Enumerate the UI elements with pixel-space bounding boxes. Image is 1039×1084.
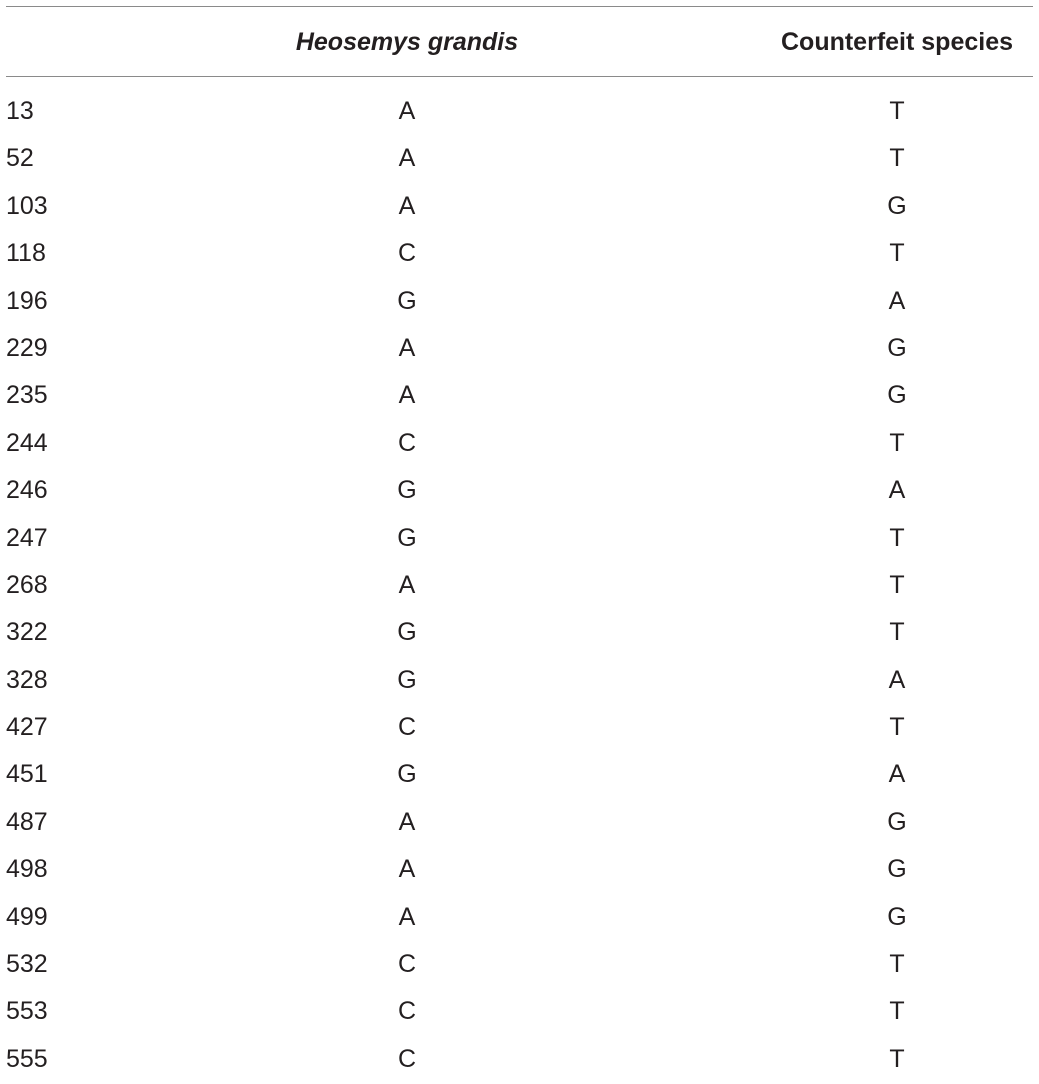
heosemys-grandis-cell bbox=[398, 705, 416, 752]
heosemys-grandis-cell-text: C bbox=[397, 1044, 417, 1073]
position-cell bbox=[6, 1037, 48, 1084]
heosemys-grandis-cell-text: A bbox=[398, 144, 416, 173]
table-row bbox=[0, 1037, 1039, 1084]
heosemys-grandis-cell bbox=[398, 231, 416, 278]
position-cell-text: 246 bbox=[6, 476, 48, 505]
position-cell bbox=[6, 847, 48, 894]
table-row bbox=[0, 752, 1039, 799]
counterfeit-species-cell bbox=[889, 231, 904, 278]
counterfeit-species-cell-text: G bbox=[887, 191, 907, 220]
position-cell bbox=[6, 563, 48, 610]
heosemys-grandis-cell-text: C bbox=[397, 428, 417, 457]
heosemys-grandis-cell bbox=[397, 658, 416, 705]
counterfeit-species-cell bbox=[889, 610, 904, 657]
table-row bbox=[0, 89, 1039, 136]
counterfeit-species-cell-text: A bbox=[888, 665, 906, 694]
counterfeit-species-cell bbox=[889, 752, 906, 799]
counterfeit-species-cell-text: T bbox=[889, 428, 905, 457]
header-heosemys-grandis: Heosemys grandis bbox=[295, 28, 519, 56]
table-row bbox=[0, 705, 1039, 752]
counterfeit-species-cell bbox=[889, 89, 904, 136]
heosemys-grandis-cell-text: C bbox=[397, 239, 417, 268]
table-row bbox=[0, 516, 1039, 563]
table-row bbox=[0, 658, 1039, 705]
counterfeit-species-cell-text: G bbox=[887, 807, 907, 836]
table-row bbox=[0, 231, 1039, 278]
heosemys-grandis-cell-text: C bbox=[397, 713, 417, 742]
position-cell-text: 268 bbox=[6, 570, 48, 599]
position-cell-text: 487 bbox=[6, 807, 48, 836]
position-cell-text: 451 bbox=[6, 760, 48, 789]
heosemys-grandis-cell-text: A bbox=[398, 97, 416, 125]
position-cell bbox=[6, 421, 48, 468]
table-header-rule bbox=[6, 76, 1033, 77]
position-cell bbox=[6, 610, 48, 657]
table-row bbox=[0, 610, 1039, 657]
position-cell bbox=[6, 800, 48, 847]
header-counterfeit-species: Counterfeit species bbox=[780, 28, 1014, 56]
counterfeit-species-cell-text: T bbox=[889, 144, 905, 173]
position-cell bbox=[6, 989, 48, 1036]
heosemys-grandis-cell-text: C bbox=[397, 997, 417, 1026]
counterfeit-species-cell-text: T bbox=[889, 618, 905, 647]
heosemys-grandis-cell-text: A bbox=[398, 570, 416, 599]
counterfeit-species-cell bbox=[889, 1037, 904, 1084]
counterfeit-species-cell bbox=[889, 705, 904, 752]
heosemys-grandis-cell bbox=[399, 800, 416, 847]
position-cell bbox=[6, 279, 48, 326]
position-cell-text: 328 bbox=[6, 665, 48, 694]
position-cell-text: 247 bbox=[6, 523, 48, 552]
heosemys-grandis-cell-text: A bbox=[398, 807, 416, 836]
table-row bbox=[0, 326, 1039, 373]
position-cell-text: 555 bbox=[6, 1044, 48, 1073]
heosemys-grandis-cell bbox=[398, 421, 416, 468]
table-row bbox=[0, 800, 1039, 847]
table-row bbox=[0, 279, 1039, 326]
position-cell-text: 118 bbox=[6, 239, 46, 268]
heosemys-grandis-cell bbox=[399, 373, 416, 420]
heosemys-grandis-cell-text: G bbox=[397, 476, 417, 505]
table-row bbox=[0, 468, 1039, 515]
position-cell-text: 498 bbox=[6, 855, 48, 884]
table-row bbox=[0, 563, 1039, 610]
heosemys-grandis-cell bbox=[398, 942, 416, 989]
table-row bbox=[0, 847, 1039, 894]
counterfeit-species-cell-text: T bbox=[889, 239, 905, 268]
counterfeit-species-cell-text: A bbox=[888, 476, 906, 505]
position-cell bbox=[6, 895, 48, 942]
position-cell bbox=[6, 326, 48, 373]
heosemys-grandis-cell-text: G bbox=[397, 286, 417, 315]
position-cell bbox=[6, 184, 48, 231]
position-cell bbox=[6, 658, 48, 705]
table-row bbox=[0, 942, 1039, 989]
counterfeit-species-cell-text: T bbox=[889, 570, 905, 599]
heosemys-grandis-cell bbox=[397, 610, 416, 657]
counterfeit-species-cell-text: T bbox=[889, 950, 905, 979]
table-row bbox=[0, 136, 1039, 183]
position-cell bbox=[6, 516, 48, 563]
heosemys-grandis-cell-text: A bbox=[398, 855, 416, 884]
position-cell-text: 553 bbox=[6, 997, 48, 1026]
heosemys-grandis-cell bbox=[398, 1037, 416, 1084]
position-cell-text: 532 bbox=[6, 950, 48, 979]
heosemys-grandis-cell-text: A bbox=[398, 333, 416, 362]
table-row bbox=[0, 421, 1039, 468]
counterfeit-species-cell-text: T bbox=[889, 997, 905, 1026]
counterfeit-species-cell-text: G bbox=[887, 381, 907, 410]
heosemys-grandis-cell bbox=[397, 279, 416, 326]
counterfeit-species-cell bbox=[889, 468, 906, 515]
counterfeit-species-cell bbox=[889, 563, 904, 610]
position-cell bbox=[6, 705, 48, 752]
position-cell-text: 427 bbox=[6, 713, 48, 742]
counterfeit-species-cell bbox=[887, 895, 906, 942]
counterfeit-species-cell-text: T bbox=[889, 713, 905, 742]
table-row bbox=[0, 373, 1039, 420]
position-cell-text: 13 bbox=[6, 97, 34, 125]
counterfeit-species-cell-text: T bbox=[889, 523, 905, 552]
table-row bbox=[0, 989, 1039, 1036]
position-cell-text: 499 bbox=[6, 902, 48, 931]
heosemys-grandis-cell-text: G bbox=[397, 760, 417, 789]
counterfeit-species-cell bbox=[889, 658, 906, 705]
heosemys-grandis-cell bbox=[399, 895, 416, 942]
counterfeit-species-cell-text: G bbox=[887, 855, 907, 884]
heosemys-grandis-cell-text: A bbox=[398, 381, 416, 410]
heosemys-grandis-cell bbox=[397, 516, 416, 563]
table-body bbox=[0, 89, 1039, 1084]
counterfeit-species-cell bbox=[887, 373, 906, 420]
heosemys-grandis-cell bbox=[399, 563, 416, 610]
heosemys-grandis-cell bbox=[397, 468, 416, 515]
counterfeit-species-cell-text: G bbox=[887, 902, 907, 931]
heosemys-grandis-cell-text: G bbox=[397, 665, 417, 694]
counterfeit-species-cell bbox=[889, 136, 904, 183]
counterfeit-species-cell-text: A bbox=[888, 286, 906, 315]
heosemys-grandis-cell bbox=[399, 326, 416, 373]
position-cell-text: 229 bbox=[6, 333, 48, 362]
counterfeit-species-cell bbox=[887, 326, 906, 373]
position-cell bbox=[6, 231, 46, 278]
position-cell bbox=[6, 942, 48, 989]
heosemys-grandis-cell bbox=[397, 752, 416, 799]
counterfeit-species-cell-text: G bbox=[887, 333, 907, 362]
counterfeit-species-cell bbox=[889, 989, 904, 1036]
position-cell-text: 235 bbox=[6, 381, 48, 410]
heosemys-grandis-cell bbox=[399, 184, 416, 231]
heosemys-grandis-cell bbox=[398, 989, 416, 1036]
heosemys-grandis-cell-text: A bbox=[398, 191, 416, 220]
position-cell bbox=[6, 89, 34, 136]
heosemys-grandis-cell-text: G bbox=[397, 618, 417, 647]
position-cell bbox=[6, 752, 48, 799]
counterfeit-species-cell bbox=[889, 279, 906, 326]
counterfeit-species-cell-text: T bbox=[889, 97, 905, 125]
table-row bbox=[0, 184, 1039, 231]
position-cell-text: 322 bbox=[6, 618, 48, 647]
position-cell bbox=[6, 468, 48, 515]
counterfeit-species-cell-text: A bbox=[888, 760, 906, 789]
counterfeit-species-cell bbox=[889, 516, 904, 563]
counterfeit-species-cell bbox=[889, 942, 904, 989]
heosemys-grandis-cell-text: A bbox=[398, 902, 416, 931]
counterfeit-species-cell bbox=[887, 847, 906, 894]
position-cell-text: 52 bbox=[6, 144, 34, 173]
counterfeit-species-cell bbox=[887, 800, 906, 847]
table-row bbox=[0, 895, 1039, 942]
position-cell-text: 196 bbox=[6, 286, 48, 315]
heosemys-grandis-cell-text: C bbox=[397, 950, 417, 979]
heosemys-grandis-cell bbox=[399, 847, 416, 894]
table-header-row bbox=[0, 0, 1039, 80]
counterfeit-species-cell bbox=[889, 421, 904, 468]
counterfeit-species-cell bbox=[887, 184, 906, 231]
position-cell-text: 244 bbox=[6, 428, 48, 457]
counterfeit-species-cell-text: T bbox=[889, 1044, 905, 1073]
position-cell-text: 103 bbox=[6, 191, 48, 220]
heosemys-grandis-cell bbox=[399, 89, 416, 136]
position-cell bbox=[6, 373, 48, 420]
position-cell bbox=[6, 136, 34, 183]
heosemys-grandis-cell-text: G bbox=[397, 523, 417, 552]
heosemys-grandis-cell bbox=[399, 136, 416, 183]
